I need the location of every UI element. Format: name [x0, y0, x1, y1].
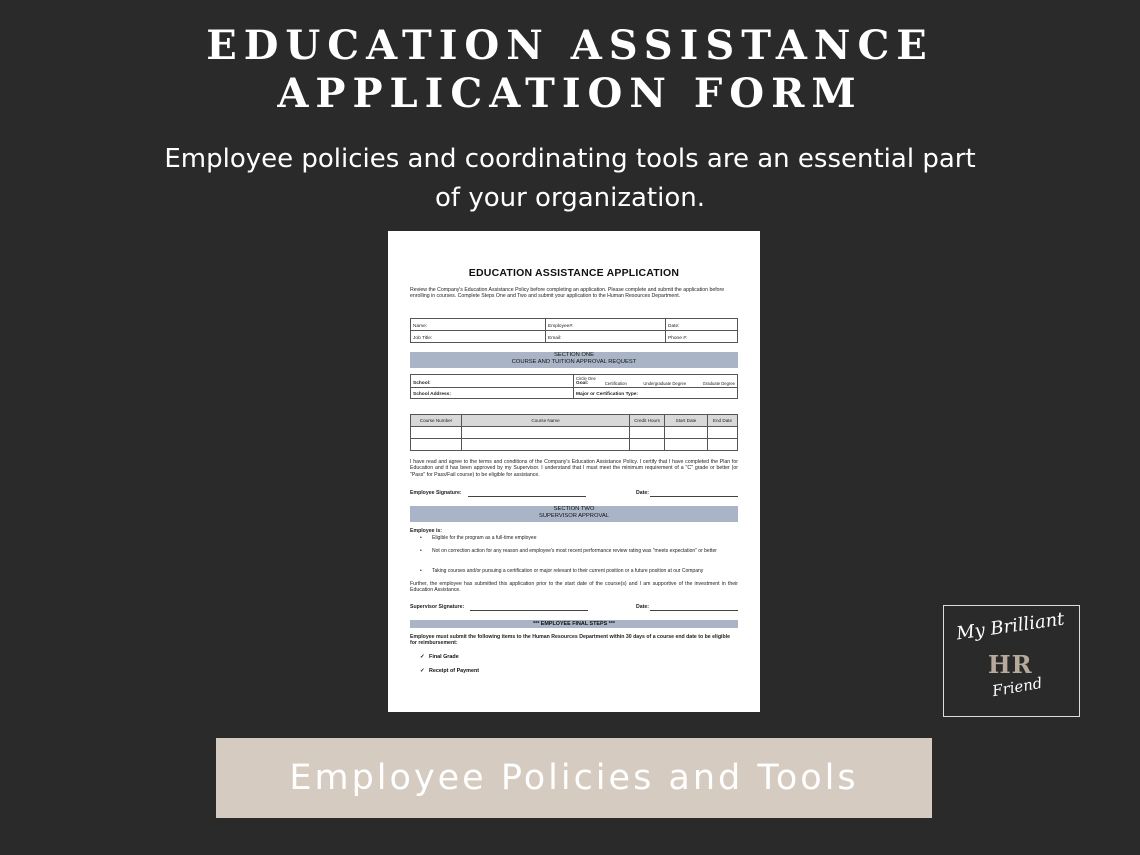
- supervisor-date-label: Date:: [636, 604, 649, 610]
- goal-label: Goal:: [576, 381, 589, 386]
- page-title: [0, 22, 1140, 118]
- employee-signature-line: [468, 490, 586, 497]
- goal-option-undergraduate: Undergraduate Degree: [643, 381, 687, 386]
- supervisor-signature-line: [470, 604, 588, 611]
- form-preview: [388, 231, 760, 712]
- school-address-field: School Address:: [411, 388, 574, 399]
- supervisor-date-line: [650, 604, 738, 611]
- job-title-field: Job Title:: [411, 331, 546, 343]
- school-info-table: [410, 374, 738, 399]
- goal-option-certification: Certification: [604, 381, 627, 386]
- list-item: • Not on correction action for any reason and employee's most recent performance review rating was "meets expectation" or better: [420, 548, 717, 554]
- phone-field: Phone #:: [666, 331, 738, 343]
- list-item: ✓ Receipt of Payment: [420, 668, 480, 674]
- course-table: [410, 414, 738, 451]
- name-field: Name:: [411, 319, 546, 331]
- employee-date-label: Date:: [636, 490, 649, 496]
- category-banner: [216, 738, 932, 818]
- employee-number-field: Employee#:: [546, 319, 666, 331]
- checkmark-icon: ✓: [420, 668, 425, 674]
- section-two-band: [410, 506, 738, 522]
- logo-line1: My Brilliant: [955, 608, 1066, 645]
- further-text: Further, the employee has submitted this application prior to the start date of the course(s) and I am supportive of the investment in their Education Assistance.: [410, 581, 738, 594]
- form-title: EDUCATION ASSISTANCE APPLICATION: [468, 267, 680, 279]
- list-item: ✓ Final Grade: [420, 654, 459, 660]
- category-banner-label: Employee Policies and Tools: [289, 758, 859, 798]
- page-subtitle-line2: of your organization.: [435, 183, 705, 213]
- list-item: • Taking courses and/or pursuing a certification or major relevant to their current position or a future position at our Company: [420, 568, 704, 574]
- page-subtitle-line1: Employee policies and coordinating tools are an essential part: [164, 144, 976, 174]
- course-column-header: Credit Hours: [630, 415, 665, 427]
- page-title-line1: EDUCATION ASSISTANCE: [206, 22, 934, 69]
- logo-line2: HR: [988, 650, 1033, 679]
- employee-signature-label: Employee Signature:: [410, 490, 462, 496]
- circle-one-label: Circle One: [576, 376, 596, 381]
- page-subtitle: [100, 140, 1040, 218]
- section-one-heading: SECTION ONE: [554, 352, 594, 358]
- brand-logo: [943, 605, 1080, 717]
- school-field: School:: [411, 375, 574, 388]
- employee-date-line: [650, 490, 738, 497]
- section-two-heading: SECTION TWO: [553, 506, 595, 512]
- section-two-subheading: SUPERVISOR APPROVAL: [538, 512, 610, 519]
- list-item: • Eligible for the program as a full-time employee: [420, 535, 537, 541]
- table-row: [411, 439, 738, 451]
- course-column-header: Course Number: [411, 415, 462, 427]
- course-column-header: End Date: [708, 415, 738, 427]
- email-field: Email:: [546, 331, 666, 343]
- employee-is-label: Employee is:: [410, 528, 443, 534]
- employee-info-table: [410, 318, 738, 343]
- section-one-subheading: COURSE AND TUITION APPROVAL REQUEST: [511, 358, 637, 365]
- agreement-text: I have read and agree to the terms and conditions of the Company's Education Assistance Policy. I certify that I have completed the Plan for Education and it has been approved by my Supervisor. I understand that I must meet the minimum requirement of a "C" grade or better (or "Pass" for Pass/Fail course) to be eligible for assistance.: [410, 459, 738, 478]
- course-column-header: Start Date: [665, 415, 708, 427]
- major-field: Major or Certification Type:: [574, 388, 738, 399]
- final-steps-band: *** EMPLOYEE FINAL STEPS ***: [410, 620, 738, 628]
- goal-field: [574, 375, 738, 388]
- form-intro: Review the Company's Education Assistance Policy before completing an application. Please complete and submit the application before enrolling in courses. Complete Steps One and Two and submit your application to the Human Resources Department.: [410, 287, 725, 300]
- date-field: Date:: [666, 319, 738, 331]
- goal-option-graduate: Graduate Degree: [702, 381, 735, 386]
- table-row: [411, 427, 738, 439]
- final-steps-instruction: Employee must submit the following items to the Human Resources Department within 30 days of a course end date to be eligible for reimbursement:: [410, 634, 730, 647]
- section-one-band: [410, 352, 738, 368]
- course-column-header: Course Name: [462, 415, 630, 427]
- supervisor-signature-label: Supervisor Signature:: [410, 604, 465, 610]
- checkmark-icon: ✓: [420, 654, 425, 660]
- page-title-line2: APPLICATION FORM: [277, 70, 863, 117]
- logo-line3: Friend: [990, 673, 1044, 701]
